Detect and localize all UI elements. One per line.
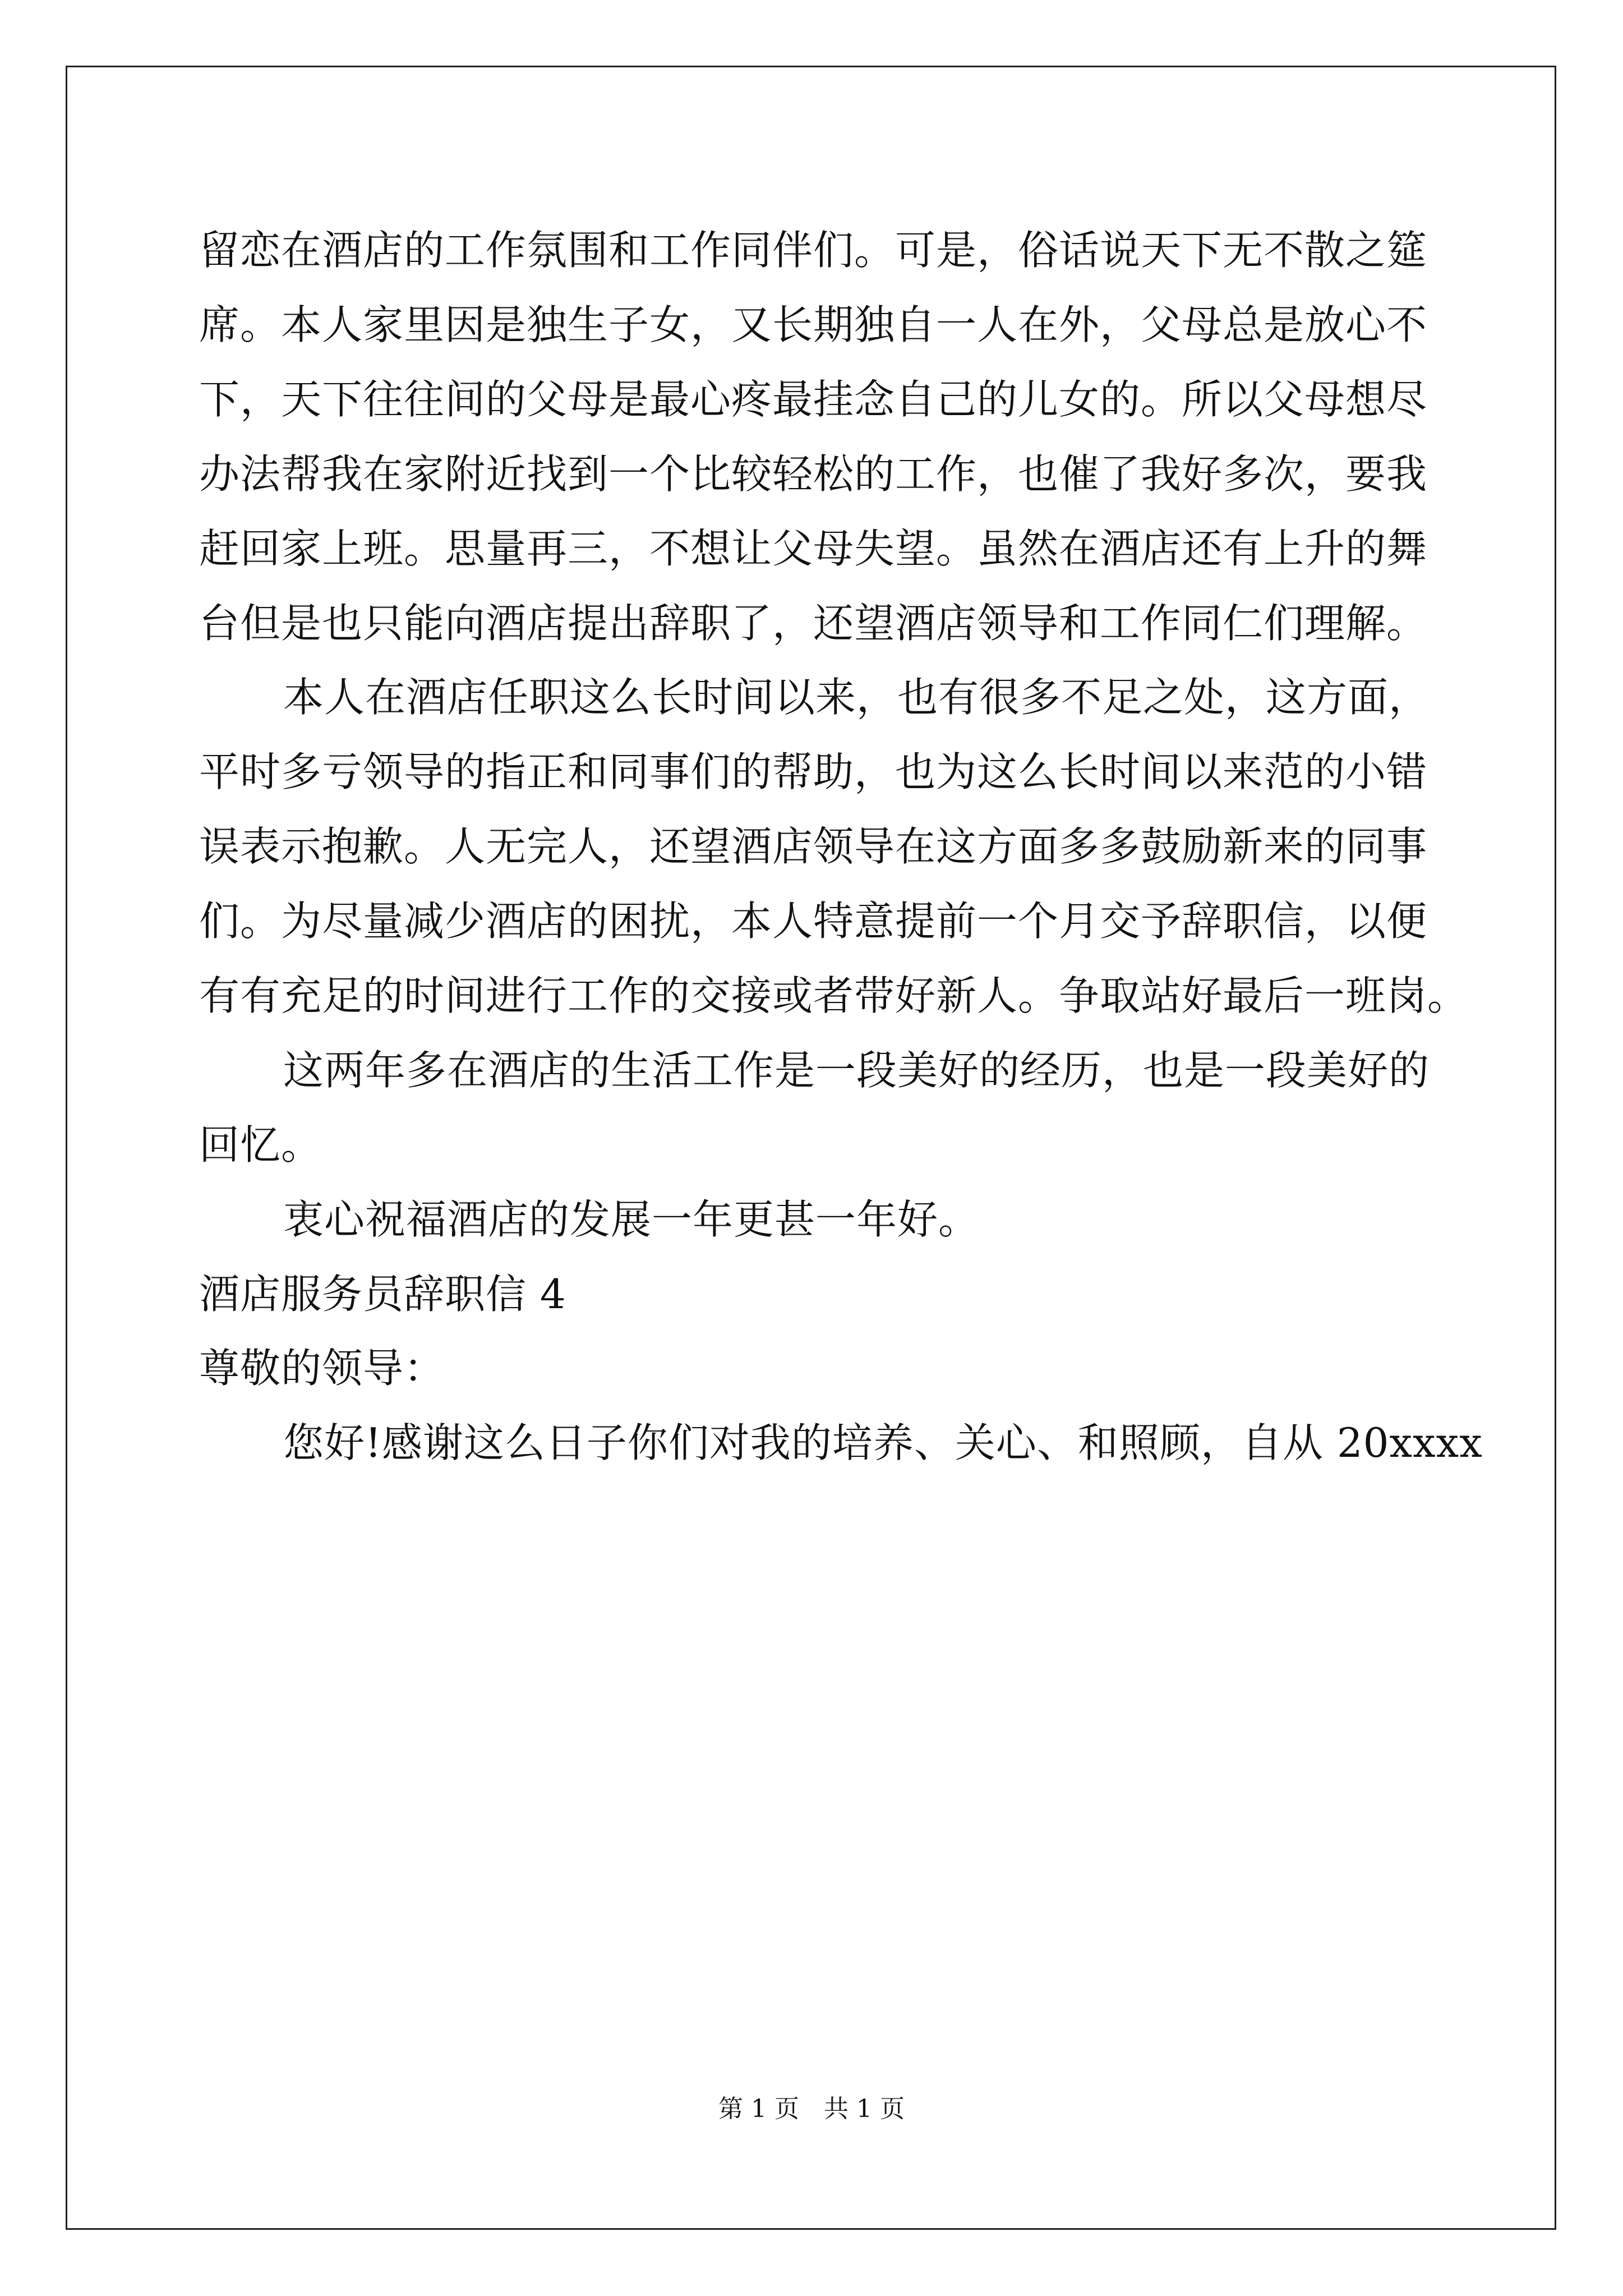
paragraph-line: 平时多亏领导的指正和同事们的帮助，也为这么长时间以来范的小错 bbox=[199, 748, 1428, 795]
paragraph-line: 本人在酒店任职这么长时间以来，也有很多不足之处，这方面， bbox=[283, 674, 1430, 721]
paragraph-line: 误表示抱歉。人无完人，还望酒店领导在这方面多多鼓励新来的同事 bbox=[199, 823, 1428, 870]
paragraph-line: 办法帮我在家附近找到一个比较轻松的工作，也催了我好多次，要我 bbox=[199, 450, 1428, 498]
paragraph-line: 留恋在酒店的工作氛围和工作同伴们。可是，俗话说天下无不散之筵 bbox=[199, 227, 1428, 274]
paragraph-line: 们。为尽量减少酒店的困扰，本人特意提前一个月交予辞职信，以便 bbox=[199, 898, 1428, 945]
paragraph-line: 有有充足的时间进行工作的交接或者带好新人。争取站好最后一班岗。 bbox=[199, 972, 1469, 1019]
salutation: 尊敬的领导： bbox=[199, 1345, 445, 1392]
page-footer: 第 1 页 共 1 页 bbox=[718, 2095, 905, 2123]
paragraph-line: 您好!感谢这么日子你们对我的培养、关心、和照顾，自从 20xxxx bbox=[283, 1419, 1483, 1466]
paragraph-line: 赶回家上班。思量再三，不想让父母失望。虽然在酒店还有上升的舞 bbox=[199, 525, 1428, 572]
paragraph-line: 下，天下往往间的父母是最心疼最挂念自己的儿女的。所以父母想尽 bbox=[199, 376, 1428, 423]
paragraph-line: 这两年多在酒店的生活工作是一段美好的经历，也是一段美好的 bbox=[283, 1047, 1430, 1094]
paragraph-line: 回忆。 bbox=[199, 1121, 322, 1168]
paragraph-line: 衷心祝福酒店的发展一年更甚一年好。 bbox=[283, 1196, 980, 1243]
section-heading: 酒店服务员辞职信 4 bbox=[199, 1271, 566, 1318]
paragraph-line: 席。本人家里因是独生子女，又长期独自一人在外，父母总是放心不 bbox=[199, 301, 1428, 348]
paragraph-line: 台但是也只能向酒店提出辞职了，还望酒店领导和工作同仁们理解。 bbox=[199, 600, 1428, 647]
